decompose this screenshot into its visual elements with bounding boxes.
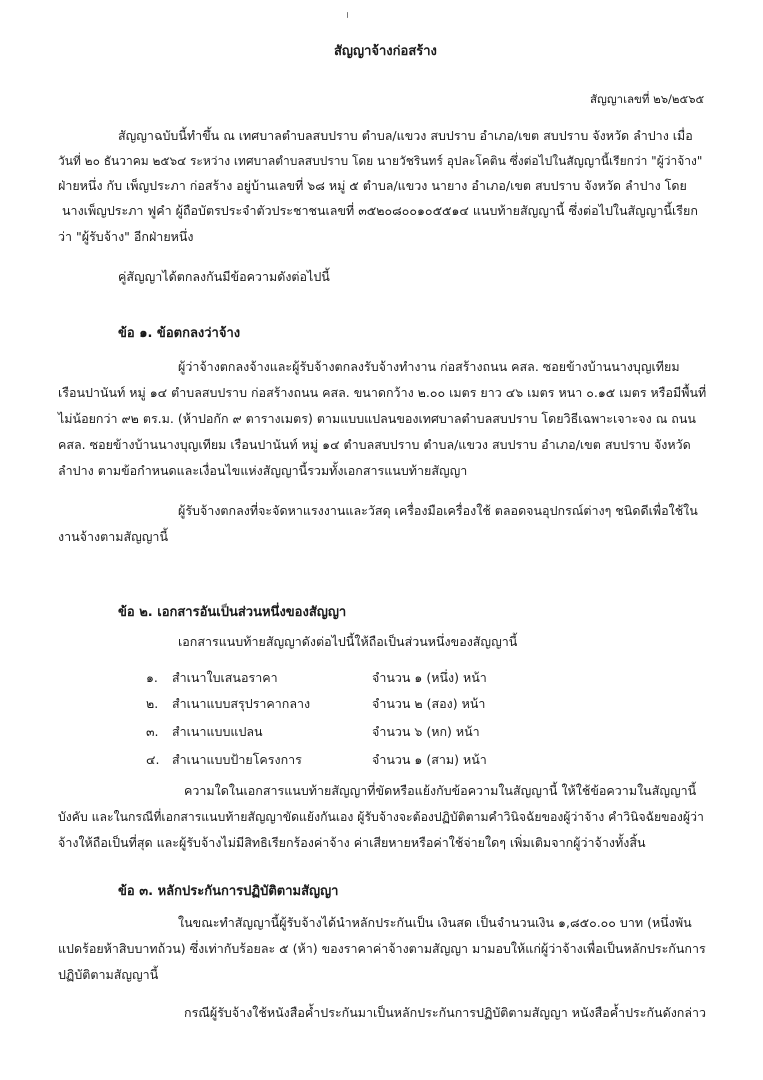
attachment-number: ๔. [146,752,160,767]
document-title: สัญญาจ้างก่อสร้าง [334,44,437,59]
intro-line: ว่า "ผู้รับจ้าง" อีกฝ่ายหนึ่ง [58,229,194,244]
intro-line: นางเพ็ญประภา ฟูคำ ผู้ถือบัตรประจำตัวประชาชนเลขที่ ๓๕๒๐๘๐๐๑๐๕๕๑๔ แนบท้ายสัญญานี้ ซึ่งต่อไปในสัญญานี้เรียก [62,203,698,218]
clause-1-line: ลำปาง ตามข้อกำหนดและเงื่อนไขแห่งสัญญานี้รวมทั้งเอกสารแนบท้ายสัญญา [58,463,468,478]
intro-line: วันที่ ๒๐ ธันวาคม ๒๕๖๔ ระหว่าง เทศบาลตำบลสบปราบ โดย นายวัชรินทร์ อุปละโคติน ซึ่งต่อไปในสัญญานี้เรียกว่า "ผู้ว่าจ้าง" [58,154,703,168]
attachment-pages: จำนวน ๑ (สาม) หน้า [372,752,487,767]
intro-line: สัญญาฉบับนี้ทำขึ้น ณ เทศบาลตำบลสบปราบ ตำบล/แขวง สบปราบ อำเภอ/เขต สบปราบ จังหวัด ลำปาง เมื่อ [118,128,693,143]
clause-3-line: ในขณะทำสัญญานี้ผู้รับจ้างได้นำหลักประกันเป็น เงินสด เป็นจำนวนเงิน ๑,๘๕๐.๐๐ บาท (หนึ่งพัน [178,915,692,930]
intro-line: ฝ่ายหนึ่ง กับ เพ็ญประภา ก่อสร้าง อยู่บ้านเลขที่ ๖๘ หมู่ ๕ ตำบล/แขวง นายาง อำเภอ/เขต สบปราบ จังหวัด ลำปาง โดย [58,178,687,193]
attachment-number: ๑. [146,670,158,685]
attachment-name: สำเนาแบบป้ายโครงการ [172,752,302,767]
attachment-name: สำเนาใบเสนอราคา [172,670,278,685]
clause-1-line: ไม่น้อยกว่า ๙๒ ตร.ม. (ห้าปอกัก ๙ ตารางเมตร) ตามแบบแปลนของเทศบาลตำบลสบปราบ โดยวิธีเฉพาะเจาะจง ณ ถนน [58,411,696,426]
clause-1-line: ผู้รับจ้างตกลงที่จะจัดหาแรงงานและวัสดุ เครื่องมือเครื่องใช้ ตลอดจนอุปกรณ์ต่างๆ ชนิดดีเพื่อใช้ใน [178,503,698,518]
attachment-number: ๒. [146,696,159,711]
clause-3-heading: ข้อ ๓. หลักประกันการปฏิบัติตามสัญญา [118,884,339,899]
attachment-name: สำเนาแบบสรุปราคากลาง [172,696,311,711]
clause-2-line: ความใดในเอกสารแนบท้ายสัญญาที่ขัดหรือแย้งกับข้อความในสัญญานี้ ให้ใช้ข้อความในสัญญานี้ [184,783,697,798]
clause-2-line: จ้างให้ถือเป็นที่สุด และผู้รับจ้างไม่มีสิทธิเรียกร้องค่าจ้าง ค่าเสียหายหรือค่าใช้จ่ายใดๆ เพิ่มเติมจากผู้ว่าจ้างทั้งสิ้น [58,835,646,850]
clause-1-line: คสล. ซอยข้างบ้านนางบุญเทียม เรือนปานันท์ หมู่ ๑๔ ตำบลสบปราบ ตำบล/แขวง สบปราบ อำเภอ/เขต สบปราบ จังหวัด [58,437,691,452]
clause-1-line: งานจ้างตามสัญญานี้ [58,529,168,544]
agreement-line: คู่สัญญาได้ตกลงกันมีข้อความดังต่อไปนี้ [118,269,330,284]
clause-3-line: กรณีผู้รับจ้างใช้หนังสือค้ำประกันมาเป็นหลักประกันการปฏิบัติตามสัญญา หนังสือค้ำประกันดังกล่าว [184,1005,707,1020]
clause-1-line: ผู้ว่าจ้างตกลงจ้างและผู้รับจ้างตกลงรับจ้างทำงาน ก่อสร้างถนน คสล. ซอยข้างบ้านนางบุญเทียม [178,359,680,374]
scan-mark [347,12,348,18]
attachment-pages: จำนวน ๖ (หก) หน้า [372,724,480,739]
clause-2-heading: ข้อ ๒. เอกสารอันเป็นส่วนหนึ่งของสัญญา [118,605,347,620]
clause-1-heading: ข้อ ๑. ข้อตกลงว่าจ้าง [118,326,241,341]
clause-3-line: ปฏิบัติตามสัญญานี้ [58,967,159,982]
attachment-number: ๓. [146,724,159,739]
clause-3-line: แปดร้อยห้าสิบบาทถ้วน) ซึ่งเท่ากับร้อยละ ๕ (ห้า) ของราคาค่าจ้างตามสัญญา มามอบให้แก่ผู้ว่าจ้างเพื่อเป็นหลักประกันการ [58,941,706,956]
attachment-name: สำเนาแบบแปลน [172,724,263,739]
attachment-pages: จำนวน ๑ (หนึ่ง) หน้า [372,670,487,685]
clause-1-line: เรือนปานันท์ หมู่ ๑๔ ตำบลสบปราบ ก่อสร้างถนน คสล. ขนาดกว้าง ๒.๐๐ เมตร ยาว ๔๖ เมตร หนา ๐.๑๕ เมตร หรือมีพื้นที่ [58,385,707,400]
attachment-pages: จำนวน ๒ (สอง) หน้า [372,696,486,711]
clause-2-line: บังคับ และในกรณีที่เอกสารแนบท้ายสัญญาขัดแย้งกันเอง ผู้รับจ้างจะต้องปฏิบัติตามคำวินิจฉัยของผู้ว่าจ้าง คำวินิจฉัยของผู้ว่า [58,810,704,824]
contract-number: สัญญาเลขที่ ๒๖/๒๕๖๕ [590,92,705,106]
clause-2-intro: เอกสารแนบท้ายสัญญาดังต่อไปนี้ให้ถือเป็นส่วนหนึ่งของสัญญานี้ [178,634,518,649]
